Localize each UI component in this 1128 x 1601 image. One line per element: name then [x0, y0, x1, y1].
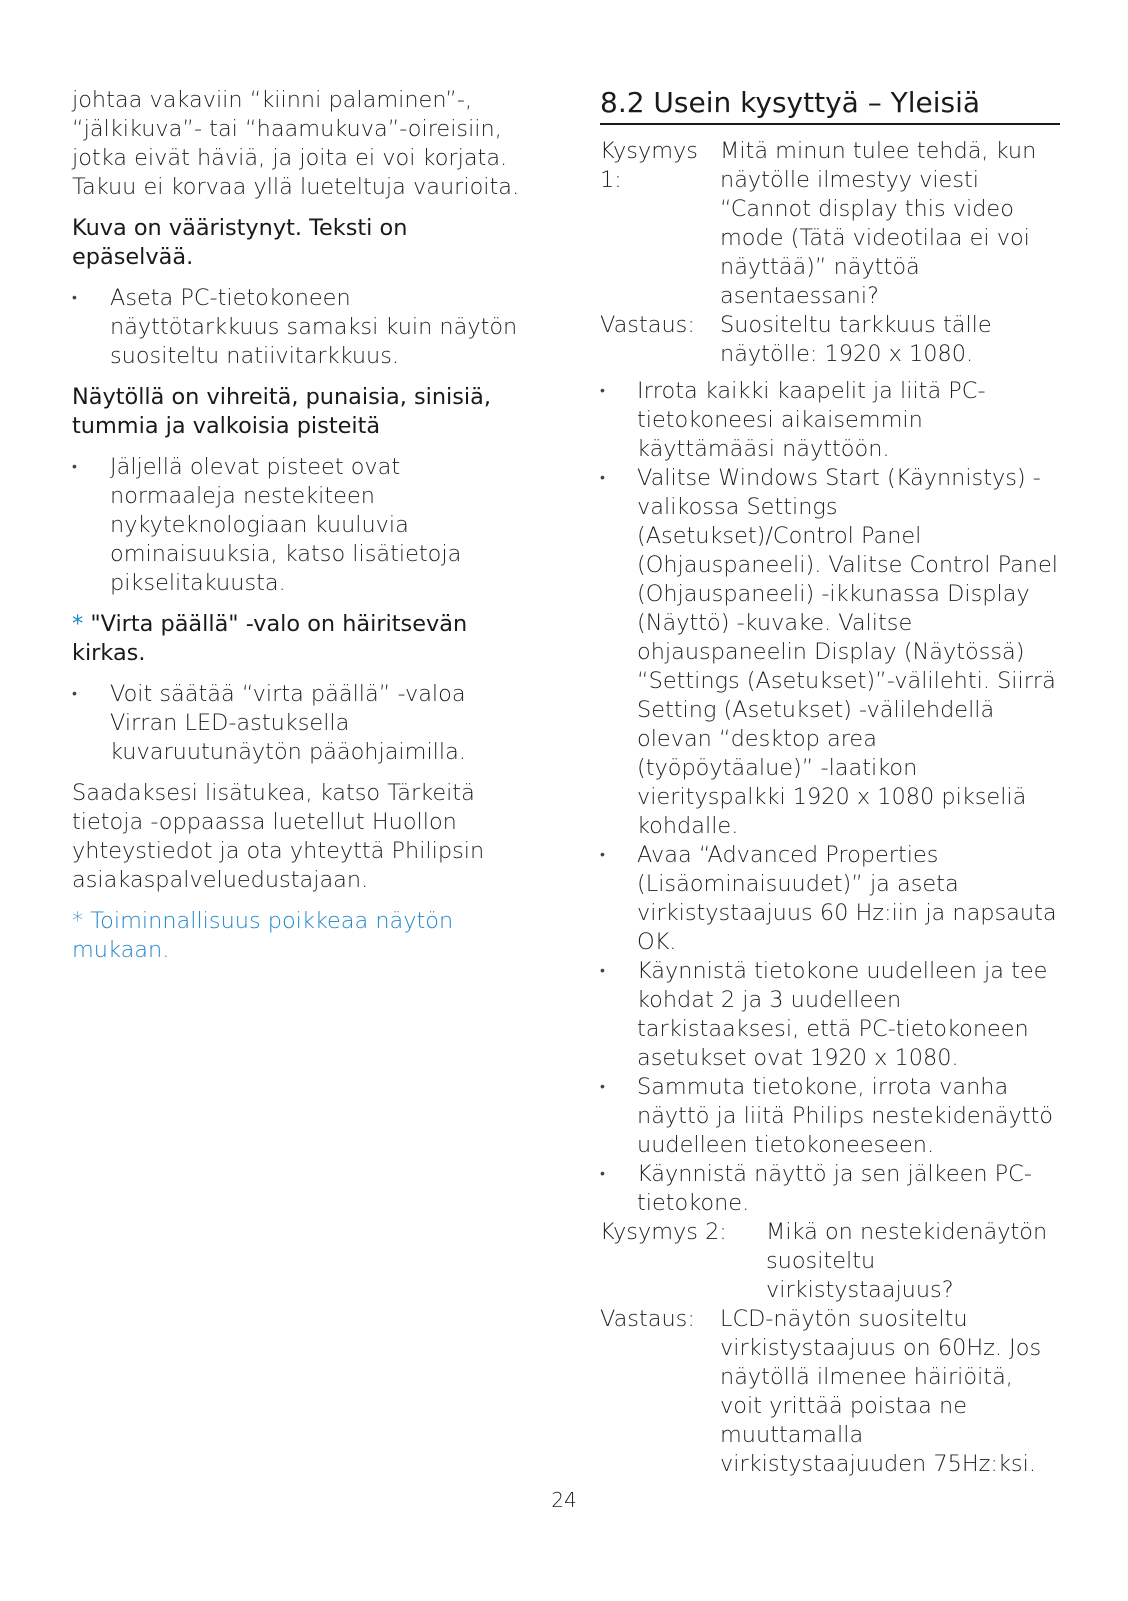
question-2: [600, 1218, 1060, 1305]
question-2-text: Mikä on nestekidenäytön suositeltu virkistystaajuus?: [766, 1219, 1048, 1303]
question-1-label: Kysymys 1:: [600, 138, 698, 193]
answer-2: [600, 1305, 1060, 1479]
list-item: • Irrota kaikki kaapelit ja liitä PC-tietokoneesi aikaisemmin käyttämääsi näyttöön.: [600, 377, 1060, 464]
intro-paragraph: johtaa vakaviin “kiinni palaminen”-, “jälkikuva”- tai “haamukuva”-oireisiin, jotka eivät häviä, ja joita ei voi korjata. Takuu ei korvaa yllä lueteltuja vaurioita.: [72, 87, 520, 200]
right-column: [600, 86, 1060, 1479]
list-item: • Sammuta tietokone, irrota vanha näyttö ja liitä Philips nestekidenäyttö uudelleen tietokoneeseen.: [600, 1073, 1060, 1160]
heading-colored-dots: Näytöllä on vihreitä, punaisia, sinisiä, tummia ja valkoisia pisteitä: [72, 384, 491, 439]
support-paragraph: Saadaksesi lisätukea, katso Tärkeitä tietoja -oppaassa luetellut Huollon yhteystiedot ja ota yhteyttä Philipsin asiakaspalveluedustajaan.: [72, 780, 485, 893]
list-item: • Valitse Windows Start (Käynnistys) -valikossa Settings (Asetukset)/Control Panel (Ohjauspaneeli). Valitse Control Panel (Ohjauspaneeli) -ikkunassa Display (Näyttö) -kuvake. Valitse ohjauspaneelin Display (Näytössä) “Settings (Asetukset)”-välilehti. Siirrä Setting (Asetukset) -välilehdellä olevan “desktop area (työpöytäalue)” -laatikon vierityspalkki 1920 x 1080 pikseliä kohdalle.: [600, 464, 1060, 841]
list-item: • Aseta PC-tietokoneen näyttötarkkuus samaksi kuin näytön suositeltu natiivitarkkuus.: [72, 284, 522, 371]
heading-distorted-image: Kuva on vääristynyt. Teksti on epäselvää.: [72, 215, 408, 270]
question-1: [600, 137, 1060, 311]
left-column: [72, 86, 522, 977]
answer-1-text: Suositeltu tarkkuus tälle näytölle: 1920 x 1080.: [720, 312, 992, 367]
list-item: • Käynnistä näyttö ja sen jälkeen PC-tietokone.: [600, 1160, 1060, 1218]
heading-power-led: [72, 610, 522, 668]
answer-2-text: LCD-näytön suositeltu virkistystaajuus on 60Hz. Jos näytöllä ilmenee häiriöitä, voit yrittää poistaa ne muuttamalla virkistystaajuuden 75Hz:ksi.: [720, 1306, 1042, 1477]
answer-1: [600, 311, 1060, 369]
question-1-text: Mitä minun tulee tehdä, kun näytölle ilmestyy viesti “Cannot display this video mode (Tätä videotilaa ei voi näyttää)” näyttöä asentaessani?: [720, 138, 1037, 309]
list-item: • Voit säätää “virta päällä” -valoa Virran LED-astuksella kuvaruutunäytön pääohjaimilla.: [72, 680, 522, 767]
heading-power-led-text: "Virta päällä" -valo on häiritsevän kirkas.: [72, 611, 468, 666]
bullet-list-power-led: [72, 680, 522, 767]
answer-1-steps: [600, 377, 1060, 1218]
bullet-list-distorted: [72, 284, 522, 371]
section-title: 8.2 Usein kysyttyä – Yleisiä: [600, 86, 1060, 125]
footnote: * Toiminnallisuus poikkeaa näytön mukaan.: [72, 908, 454, 963]
asterisk-marker: *: [72, 611, 84, 637]
answer-1-label: Vastaus:: [600, 312, 695, 338]
page-number: 24: [551, 1488, 577, 1512]
question-2-label: Kysymys 2:: [600, 1219, 727, 1245]
list-item: • Jäljellä olevat pisteet ovat normaaleja nestekiteen nykyteknologiaan kuuluvia ominaisuuksia, katso lisätietoja pikselitakuusta.: [72, 453, 522, 598]
list-item: • Käynnistä tietokone uudelleen ja tee kohdat 2 ja 3 uudelleen tarkistaaksesi, että PC-tietokoneen asetukset ovat 1920 x 1080.: [600, 957, 1060, 1073]
list-item: • Avaa “Advanced Properties (Lisäominaisuudet)” ja aseta virkistystaajuus 60 Hz:iin ja napsauta OK.: [600, 841, 1060, 957]
bullet-list-dots: [72, 453, 522, 598]
answer-2-label: Vastaus:: [600, 1306, 695, 1332]
